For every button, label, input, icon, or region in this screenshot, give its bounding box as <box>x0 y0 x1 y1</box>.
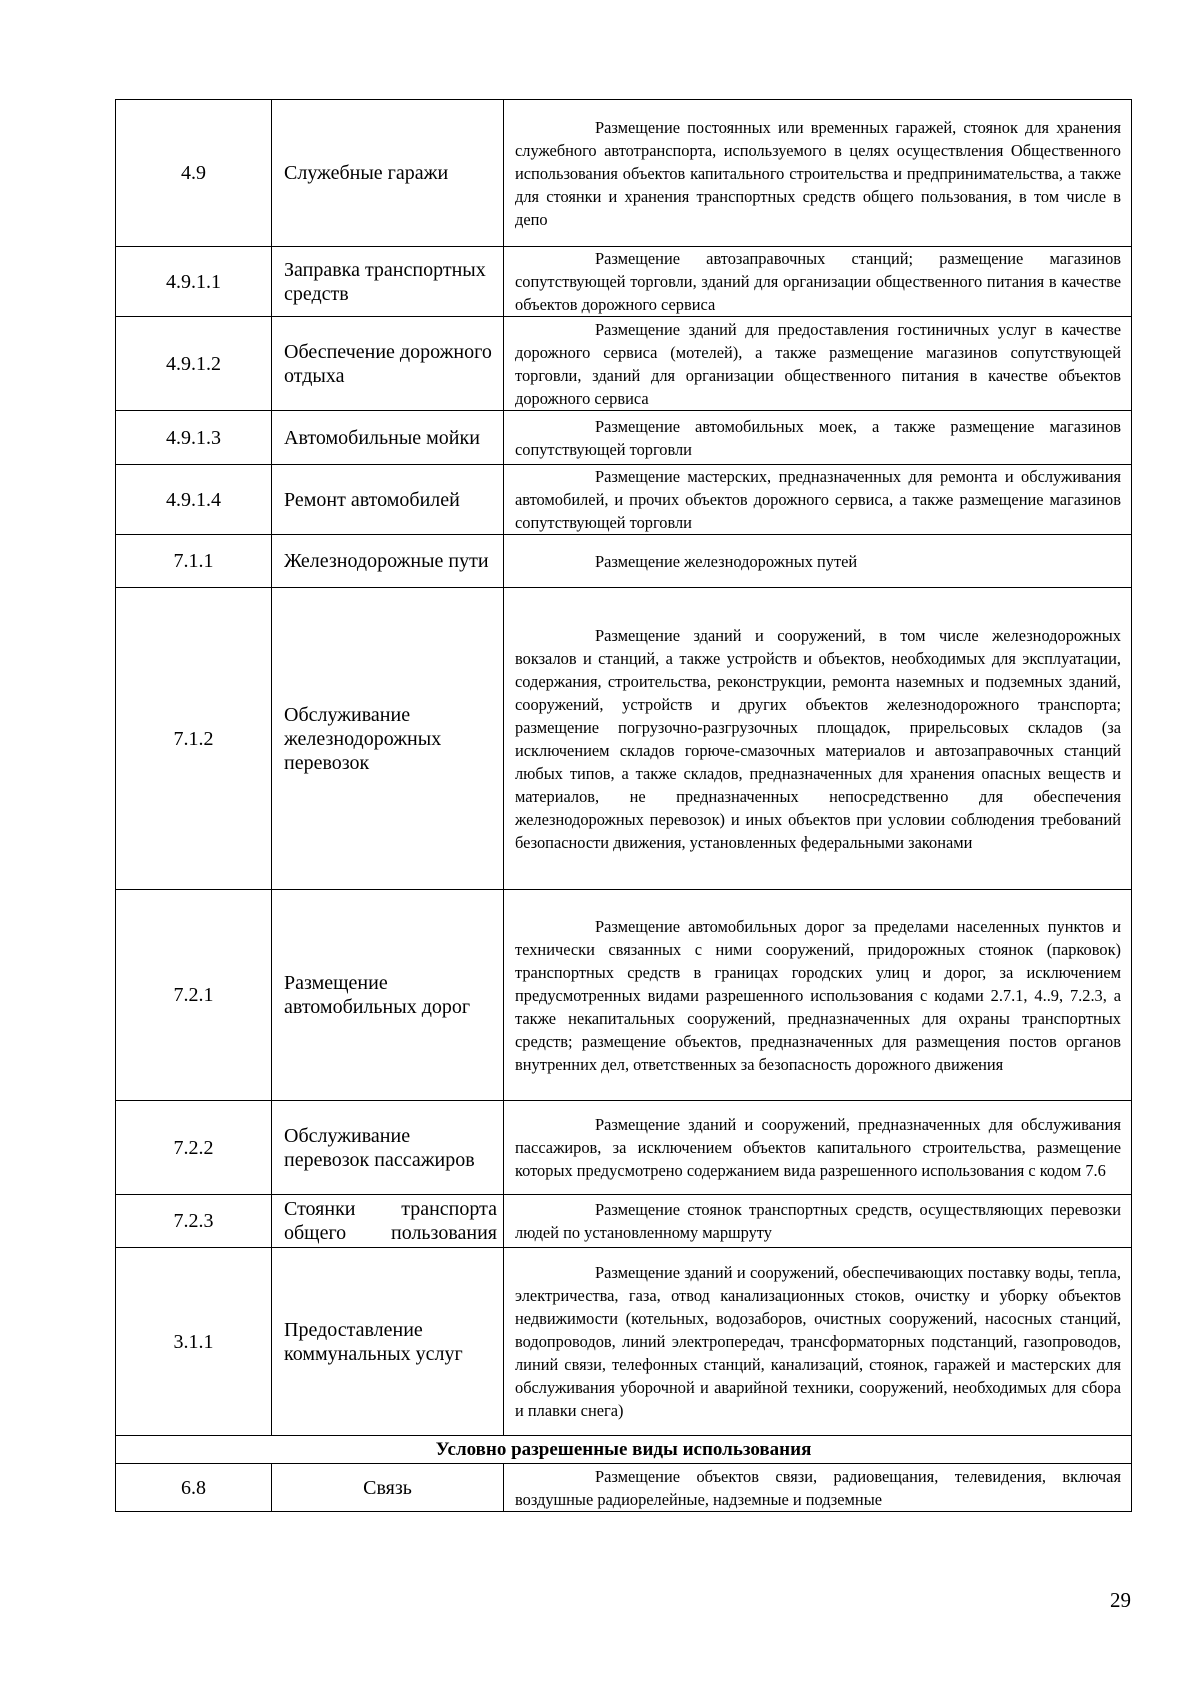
row-name: Ремонт автомобилей <box>272 465 504 535</box>
row-code: 7.2.1 <box>116 890 272 1101</box>
row-code: 7.2.2 <box>116 1101 272 1195</box>
row-code: 7.2.3 <box>116 1195 272 1248</box>
row-name: Обслуживание железнодорожных перевозок <box>272 588 504 890</box>
section-heading: Условно разрешенные виды использования <box>116 1436 1132 1464</box>
row-name: Железнодорожные пути <box>272 535 504 588</box>
row-code: 3.1.1 <box>116 1248 272 1436</box>
row-name: Предоставление коммунальных услуг <box>272 1248 504 1436</box>
row-name: Обслуживание перевозок пассажиров <box>272 1101 504 1195</box>
row-code: 6.8 <box>116 1464 272 1512</box>
row-name: Связь <box>272 1464 504 1512</box>
table-row <box>116 588 1132 890</box>
row-description: Размещение зданий и сооружений, в том числе железнодорожных вокзалов и станций, а также устройств и объектов, необходимых для эксплуатации, содержания, строительства, реконструкции, ремонта наземных и подземных зданий, сооружений, устройств и других объектов железнодорожного транспорта; размещение погрузочно-разгрузочных площадок, прирельсовых складов (за исключением складов горюче-смазочных материалов и автозаправочных станций любых типов, а также складов, предназначенных для хранения опасных веществ и материалов, не предназначенных непосредственно для обеспечения железнодорожных перевозок) и иных объектов при условии соблюдения требований безопасности движения, установленных федеральными законами <box>504 588 1132 890</box>
row-name: Стоянки транспорта общего пользования <box>272 1195 504 1248</box>
row-description: Размещение постоянных или временных гаражей, стоянок для хранения служебного автотранспорта, используемого в целях осуществления Общественного использования объектов капитального строительства и предпринимательства, а также для стоянки и хранения транспортных средств общего пользования, в том числе в депо <box>504 100 1132 247</box>
row-description: Размещение автомобильных моек, а также размещение магазинов сопутствующей торговли <box>504 411 1132 465</box>
row-code: 4.9.1.3 <box>116 411 272 465</box>
section-heading-row <box>116 1436 1132 1464</box>
row-code: 7.1.1 <box>116 535 272 588</box>
row-name: Автомобильные мойки <box>272 411 504 465</box>
row-description: Размещение мастерских, предназначенных для ремонта и обслуживания автомобилей, и прочих объектов дорожного сервиса, а также размещение магазинов сопутствующей торговли <box>504 465 1132 535</box>
row-description: Размещение автозаправочных станций; размещение магазинов сопутствующей торговли, зданий для организации общественного питания в качестве объектов дорожного сервиса <box>504 247 1132 317</box>
row-name: Заправка транспортных средств <box>272 247 504 317</box>
table-row <box>116 1464 1132 1512</box>
row-name: Служебные гаражи <box>272 100 504 247</box>
row-code: 4.9.1.2 <box>116 317 272 411</box>
row-description: Размещение железнодорожных путей <box>504 535 1132 588</box>
row-code: 4.9.1.1 <box>116 247 272 317</box>
row-code: 4.9 <box>116 100 272 247</box>
row-code: 4.9.1.4 <box>116 465 272 535</box>
table-row <box>116 1101 1132 1195</box>
row-name: Размещение автомобильных дорог <box>272 890 504 1101</box>
row-code: 7.1.2 <box>116 588 272 890</box>
page-number: 29 <box>1110 1588 1131 1612</box>
table-row <box>116 317 1132 411</box>
table-row <box>116 465 1132 535</box>
table-row <box>116 535 1132 588</box>
table-row <box>116 1195 1132 1248</box>
row-name: Обеспечение дорожного отдыха <box>272 317 504 411</box>
table-row <box>116 100 1132 247</box>
land-use-table <box>115 99 1132 1512</box>
table-row <box>116 411 1132 465</box>
row-description: Размещение зданий и сооружений, обеспечивающих поставку воды, тепла, электричества, газа, отвод канализационных стоков, очистку и уборку объектов недвижимости (котельных, водозаборов, очистных сооружений, насосных станций, водопроводов, линий электропередач, трансформаторных подстанций, газопроводов, линий связи, телефонных станций, канализаций, стоянок, гаражей и мастерских для обслуживания уборочной и аварийной техники, сооружений, необходимых для сбора и плавки снега) <box>504 1248 1132 1436</box>
row-description: Размещение стоянок транспортных средств, осуществляющих перевозки людей по установленному маршруту <box>504 1195 1132 1248</box>
table-row <box>116 247 1132 317</box>
row-description: Размещение зданий для предоставления гостиничных услуг в качестве дорожного сервиса (мотелей), а также размещение магазинов сопутствующей торговли, зданий для организации общественного питания в качестве объектов дорожного сервиса <box>504 317 1132 411</box>
row-description: Размещение автомобильных дорог за пределами населенных пунктов и технически связанных с ними сооружений, придорожных стоянок (парковок) транспортных средств в границах городских улиц и дорог, за исключением предусмотренных видами разрешенного использования с кодами 2.7.1, 4..9, 7.2.3, а также некапитальных сооружений, предназначенных для охраны транспортных средств; размещение объектов, предназначенных для размещения постов органов внутренних дел, ответственных за безопасность дорожного движения <box>504 890 1132 1101</box>
table-row <box>116 1248 1132 1436</box>
table-row <box>116 890 1132 1101</box>
row-description: Размещение зданий и сооружений, предназначенных для обслуживания пассажиров, за исключением объектов капитального строительства, размещение которых предусмотрено содержанием вида разрешенного использования с кодом 7.6 <box>504 1101 1132 1195</box>
row-description: Размещение объектов связи, радиовещания, телевидения, включая воздушные радиорелейные, надземные и подземные <box>504 1464 1132 1512</box>
